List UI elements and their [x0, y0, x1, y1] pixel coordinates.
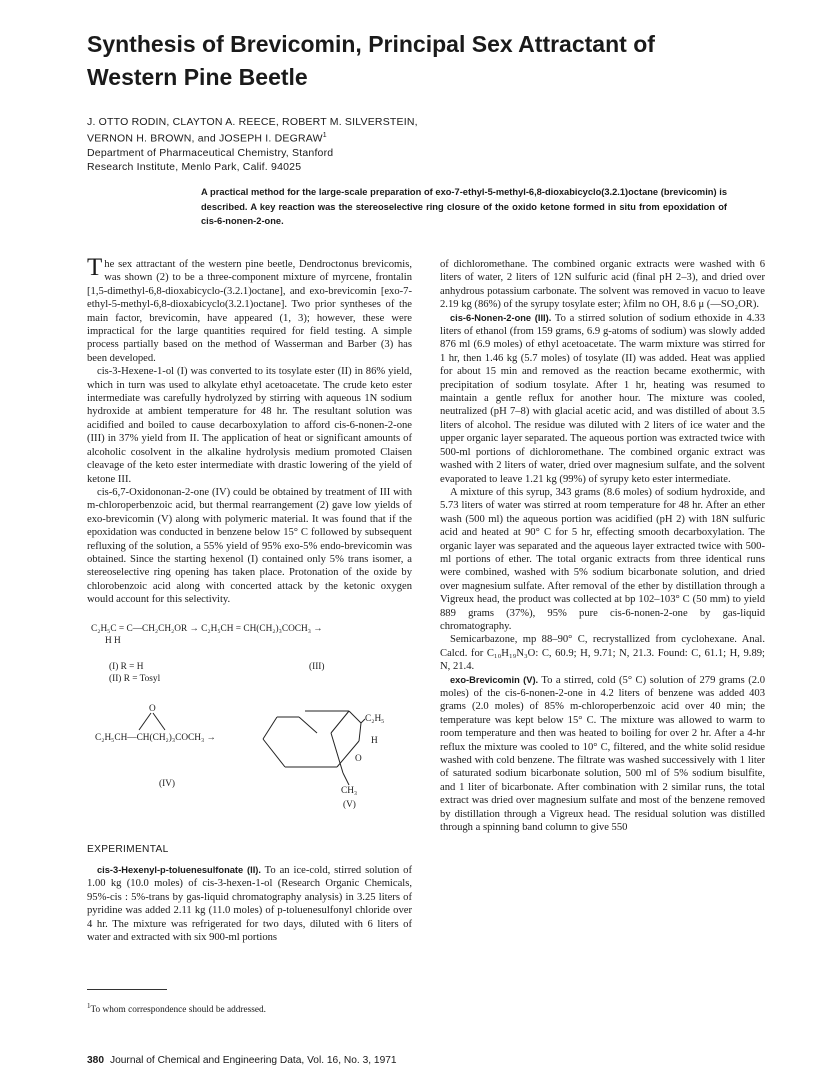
journal-citation: Journal of Chemical and Engineering Data, Vol. 16, No. 3, 1971 — [110, 1055, 397, 1066]
intro-paragraph — [87, 254, 412, 365]
page-number: 380 — [87, 1055, 104, 1066]
body-paragraph: of dichloromethane. The combined organic extracts were washed with 6 liters of water, 2 liters of 12N sulfuric acid (final pH 2–3), and dried over anhydrous potassium carbonate. The solvent was removed in vacuo to leave 2.19 kg (86%) of the syrupy tosylate ester; λfilm no OH, 8.6 μ (—SO₂OR). — [440, 259, 765, 311]
footnote-rule — [87, 989, 167, 990]
scheme-label-III: (III) — [309, 661, 325, 672]
structure-drawing — [87, 613, 412, 833]
bicyclic-oxygen-label: O — [355, 753, 362, 764]
procedure-heading: exo-Brevicomin (V). — [450, 674, 539, 685]
procedure-nonenone — [440, 312, 765, 486]
author-block — [87, 115, 547, 174]
footnote-text: To whom correspondence should be addressed. — [90, 1005, 266, 1016]
author-line-1: J. OTTO RODIN, CLAYTON A. REECE, ROBERT M. SILVERSTEIN, — [87, 116, 418, 128]
left-column — [87, 254, 412, 944]
procedure-text: To a stirred, cold (5° C) solution of 279 grams (2.0 moles) of the cis-6-nonen-2-one in 4.2 liters of benzene was added 403 grams (2.0 moles) of 85% m-chloroperbenzoic acid over 40 min; the temperature was kept below 15° C. The mixture was allowed to warm to room temperature and then was heated to boiling for over 2 hr. After a 4-hr reflux the mixture was cooled to 10° C, filtered, and the white solid residue washed with cold benzene. The filtrate was washed successively with 1 liter of saturated sodium bicarbonate solution, 500 ml of 5% sodium bisulfite, and 1 liter of bicarbonate. After combination with 2 similar runs, the total extract was dried over magnesium sulfate and most of the benzene removed by distillation through a Vigreux head. The residual solution was distilled through a spinning band column to give 550 — [440, 674, 765, 834]
body-paragraph: cis-3-Hexene-1-ol (I) was converted to its tosylate ester (II) in 86% yield, which in turn was used to alkylate ethyl acetoacetate. The crude keto ester intermediate was carefully hydrolyzed by stirring with aqueous 1N sodium hydroxide at ambient temperature for 48 hr. The resultant solution was acidified and boiled to cause decarboxylation to afford cis-6-nonen-2-one (III) in 37% yield from II. The application of heat or significant amounts of alcoholic cosolvent in the alkaline hydrolysis medium promoted Claisen cleavage of the keto ester intermediate with drastic lowering of the yield of ketone III. — [87, 366, 412, 485]
bicyclic-methyl-label: CH₃ — [341, 785, 358, 796]
body-paragraph: A mixture of this syrup, 343 grams (8.6 moles) of sodium hydroxide, and 5.73 liters of water was stirred at room temperature for 48 hr. After an ether wash (500 ml) the aqueous portion was acidified (pH 2) with 18N sulfuric acid and heated at 90° C for 5 hr, effecting smooth decarboxylation. The organic layer was separated and the aqueous layer extracted twice with 500-ml portions of ether. The total organic extracts from three identical runs were combined, washed with 5% sodium bicarbonate solution, and dried over magnesium sulfate. After removal of the ether by distillation through a Vigreux head, the product was collected at bp 102–103° C (50 mm) to yield 889 grams (37%), 95% pure cis-6-nonen-2-one by gas-liquid chromatography. — [440, 486, 765, 632]
body-paragraph: cis-6,7-Oxidononan-2-one (IV) could be obtained by treatment of III with m-chloroperbenzoic acid, but thermal rearrangement (2) gave low yields of exo-brevicomin (V) along with polymeric material. It was found that if the epoxidation was conducted in benzene below 15° C followed by subsequent refluxing of the solution, a 55% yield of 95% exo-5% endo-brevicomin was obtained. Since the starting hexenol (I) contained only 5% trans isomer, a stereoselective ring opening has taken place. Protonation of the oxide by chlorobenzoic acid along with concerted attack by the ketonic oxygen would account for this selectivity. — [87, 486, 412, 606]
procedure-tosylate — [87, 864, 412, 944]
intro-text: he sex attractant of the western pine beetle, Dendroctonus brevicomis, was shown (2) to be a three-component mixture of myrcene, frontalin [1,5-dimethyl-6,8-dioxabicyclo-(3.2.1)octane], and exo-brevicomin [exo-7-ethyl-5-methyl-6,8-dioxabicyclo(3.2.1)octane]. Two prior syntheses of the main factor, brevicomin, have appeared (1, 3); however, these were impractical for the large quantities required for field testing. A simple process partially based on the method of Wasserman and Barber (3) has been developed. — [87, 259, 412, 364]
section-heading-experimental: EXPERIMENTAL — [87, 843, 169, 855]
procedure-text: To an ice-cold, stirred solution of 1.00 kg (10.0 moles) of cis-3-hexen-1-ol (Research Organic Chemicals, 95%-cis : 5%-trans by gas-liquid chromatography analysis) in 3.25 liters of pyridine was added 2.11 kg (11.0 moles) of p-toluenesulfonyl chloride over 4 hr. The mixture was refrigerated for two days, diluted with 6 liters of water and extracted with six 900-ml portions — [87, 864, 412, 943]
affiliation-line-2: Research Institute, Menlo Park, Calif. 94025 — [87, 160, 302, 173]
author-line-2 — [87, 129, 547, 146]
page-footer — [87, 1055, 397, 1066]
scheme-hh: H H — [105, 635, 121, 646]
bicyclic-h-label: H — [371, 735, 378, 746]
procedure-brevicomin — [440, 674, 765, 835]
right-column — [440, 258, 765, 834]
abstract: A practical method for the large-scale preparation of exo-7-ethyl-5-methyl-6,8-dioxabicyclo(3.2.1)octane (brevicomin) is described. A key reaction was the stereoselective ring closure of the oxido ketone formed in situ from epoxidation of cis-6-nonen-2-one. — [201, 187, 727, 226]
reaction-scheme — [87, 613, 412, 833]
footnote-mark: 1 — [87, 1002, 91, 1010]
article-title: Synthesis of Brevicomin, Principal Sex Attractant of Western Pine Beetle — [87, 31, 655, 90]
scheme-equation-2: C₂H₅CH—CH(CH₂)₃COCH₃ → — [95, 732, 216, 743]
scheme-label-V: (V) — [343, 799, 356, 810]
bicyclic-ethyl-label: C₂H₅ — [365, 713, 385, 724]
epoxide-oxygen: O — [149, 703, 156, 714]
scheme-label-I: (I) R = H — [109, 661, 144, 672]
footnote — [87, 1000, 412, 1016]
procedure-heading: cis-3-Hexenyl-p-toluenesulfonate (II). — [97, 864, 261, 875]
scheme-label-II: (II) R = Tosyl — [109, 673, 161, 684]
author-footnote-mark: 1 — [322, 132, 327, 139]
author-line-2-text: VERNON H. BROWN, and JOSEPH I. DEGRAW — [87, 132, 323, 145]
scheme-label-IV: (IV) — [159, 778, 176, 789]
body-paragraph: Semicarbazone, mp 88–90° C, recrystallized from cyclohexane. Anal. Calcd. for C₁₀H₁₉N₃O: C, 60.9; H, 9.71; N, 21.3. Found: C, 61.1; H, 9.89; N, 21.4. — [440, 634, 765, 673]
drop-cap: T — [87, 254, 103, 281]
procedure-text: To a stirred solution of sodium ethoxide in 4.33 liters of ethanol (from 159 grams, 6.9 g-atoms of sodium) was slowly added 876 ml (6.9 moles) of ethyl acetoacetate. The warm mixture was stirred for 1 hr, then 1.46 kg (5.7 moles) of tosylate (II) was added. Heat was applied for about 15 min and removed as the reaction became exothermic, with precipitation of sodium tosylate. After 1 hr, heating was resumed to maintain a gentle reflux for another hour. The mixture was cooled, neutralized (pH 7–8) with glacial acetic acid, and was distilled of about 3.5 liters of alcohol. The residue was diluted with 2 liters of ice water and the upper organic layer separated. The aqueous portion was extracted twice with 500-ml portions of dichloromethane. The combined organic extract was washed with 2 liters of water, dried over magnesium sulfate, and the solvent evaporated to leave 1.21 kg (99%) of syrupy keto ester intermediate. — [440, 312, 765, 485]
procedure-heading: cis-6-Nonen-2-one (III). — [450, 312, 552, 323]
scheme-equation-1: C₂H₅C = C—CH₂CH₂OR → C₂H₅CH = CH(CH₂)₃COCH₃ → — [91, 623, 323, 634]
affiliation-line-1: Department of Pharmaceutical Chemistry, Stanford — [87, 146, 334, 159]
